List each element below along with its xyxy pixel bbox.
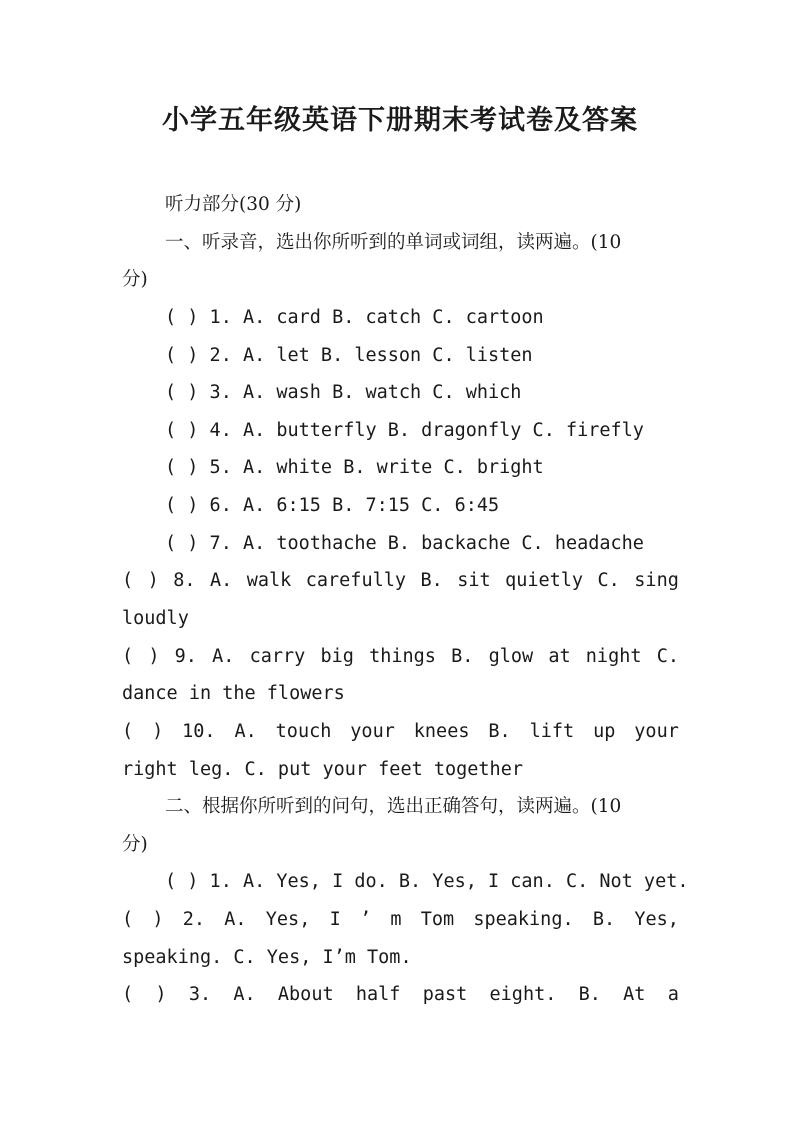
- part2-instruction-line2: 分): [122, 834, 148, 855]
- question-1-9-line2: dance in the flowers: [122, 683, 345, 704]
- question-2-3-line1: ( ) 3. A. About half past eight. B. At a: [122, 984, 679, 1005]
- question-1-10-line2: right leg. C. put your feet together: [122, 759, 523, 780]
- section-heading-listening: 听力部分(30 分): [165, 194, 302, 215]
- part2-instruction-line1: 二、根据你所听到的问句，选出正确答句，读两遍。(10: [165, 796, 622, 817]
- question-1-7: ( ) 7. A. toothache B. backache C. headache: [165, 533, 644, 554]
- question-1-8-line2: loudly: [122, 608, 189, 629]
- question-2-2-line1: ( ) 2. A. Yes, I ’ m Tom speaking. B. Yes,: [122, 909, 679, 930]
- question-1-6: ( ) 6. A. 6:15 B. 7:15 C. 6:45: [165, 495, 500, 516]
- question-1-2: ( ) 2. A. let B. lesson C. listen: [165, 345, 533, 366]
- part1-instruction-line1: 一、听录音，选出你所听到的单词或词组，读两遍。(10: [165, 232, 622, 253]
- page-title: 小学五年级英语下册期末考试卷及答案: [162, 105, 638, 136]
- question-1-5: ( ) 5. A. white B. write C. bright: [165, 457, 544, 478]
- question-2-1: ( ) 1. A. Yes, I do. B. Yes, I can. C. Not yet.: [165, 871, 689, 892]
- question-1-1: ( ) 1. A. card B. catch C. cartoon: [165, 307, 544, 328]
- question-1-10-line1: ( ) 10. A. touch your knees B. lift up your: [122, 721, 679, 742]
- question-1-4: ( ) 4. A. butterfly B. dragonfly C. firefly: [165, 420, 644, 441]
- question-1-9-line1: ( ) 9. A. carry big things B. glow at night C.: [122, 646, 679, 667]
- question-1-8-line1: ( ) 8. A. walk carefully B. sit quietly C. sing: [122, 570, 679, 591]
- question-1-3: ( ) 3. A. wash B. watch C. which: [165, 382, 522, 403]
- question-2-2-line2: speaking. C. Yes, I’m Tom.: [122, 947, 412, 968]
- part1-instruction-line2: 分): [122, 269, 148, 290]
